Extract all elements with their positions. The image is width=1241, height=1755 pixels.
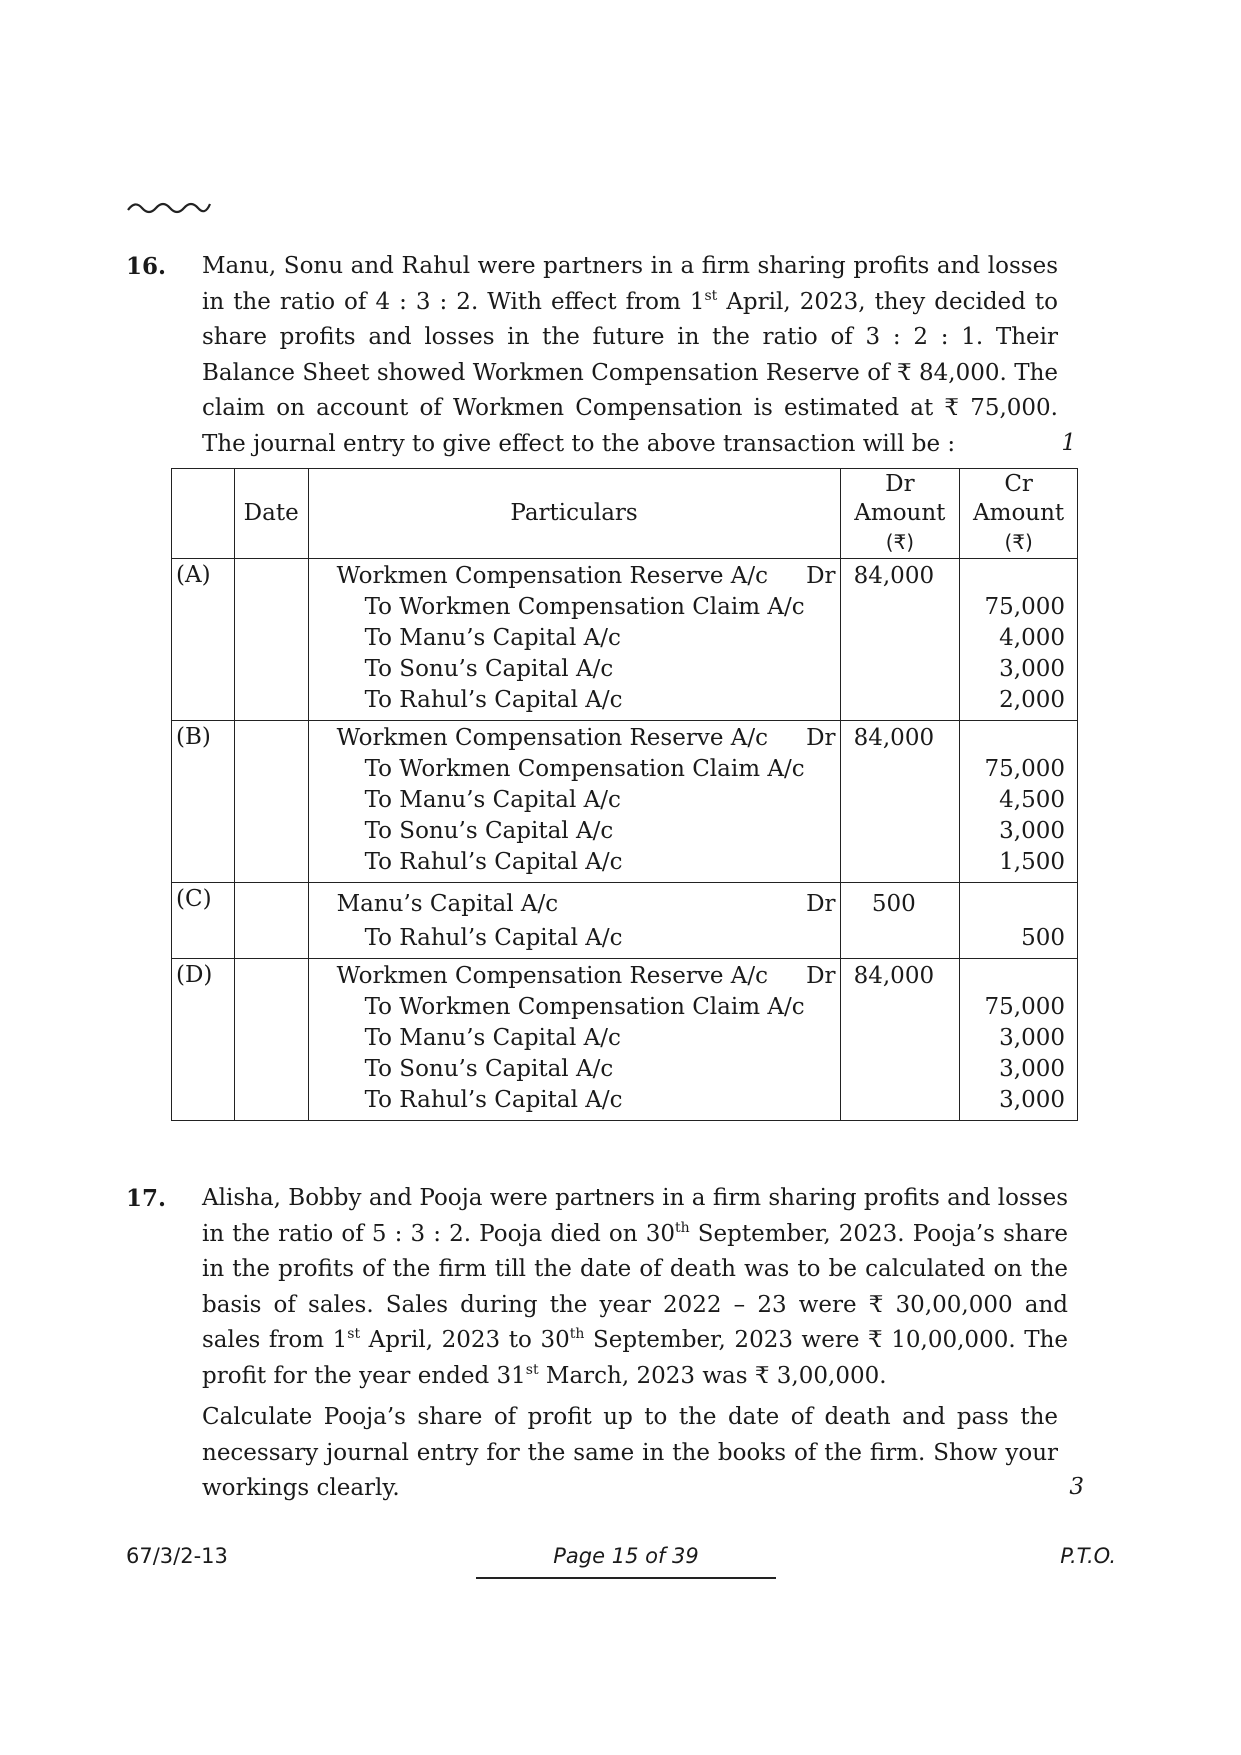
question-text: Manu, Sonu and Rahul were partners in a firm sharing profits and losses in the ratio of 4 : 3 : 2. With effect from 1st April, 2023, they decided to share profits and losses in the future in the ratio of 3 : 2 : 1. Their Balance Sheet showed Workmen Compensation Reserve of ₹ 84,000. The claim on account of Workmen Compensation is estimated at ₹ 75,000. The journal entry to give effect to the above transaction will be : <box>202 253 1058 457</box>
option-b-row <box>172 721 1078 883</box>
particulars-cell: Workmen Compensation Reserve A/c Dr To Workmen Compensation Claim A/c To Manu’s Capital A/c To Sonu’s Capital A/c To Rahul’s Capital A/c <box>308 959 840 1121</box>
table-header-row <box>172 469 1078 559</box>
particulars-column-header: Particulars <box>308 469 840 559</box>
particulars-cell: Workmen Compensation Reserve A/c Dr To Workmen Compensation Claim A/c To Manu’s Capital A/c To Sonu’s Capital A/c To Rahul’s Capital A/c <box>308 721 840 883</box>
date-cell <box>234 959 308 1121</box>
option-label: (D) <box>172 959 235 1121</box>
journal-options-table <box>171 468 1078 1121</box>
option-label: (A) <box>172 559 235 721</box>
page-number-underline <box>476 1577 776 1579</box>
paper-code: 67/3/2-13 <box>126 1544 228 1568</box>
dr-amount-cell: 84,000 <box>840 959 960 1121</box>
question-number: 17. <box>126 1185 167 1212</box>
pto-label: P.T.O. <box>1060 1544 1116 1568</box>
option-label: (C) <box>172 883 235 959</box>
option-c-row <box>172 883 1078 959</box>
cr-amount-cell: 75,000 3,000 3,000 3,000 <box>960 959 1078 1121</box>
cr-amount-cell: 75,000 4,000 3,000 2,000 <box>960 559 1078 721</box>
option-a-row <box>172 559 1078 721</box>
cr-amount-cell: 75,000 4,500 3,000 1,500 <box>960 721 1078 883</box>
wave-mark-icon <box>126 198 212 216</box>
question-text <box>202 1181 1068 1507</box>
particulars-cell: Manu’s Capital A/c Dr To Rahul’s Capital A/c <box>308 883 840 959</box>
particulars-cell: Workmen Compensation Reserve A/c Dr To Workmen Compensation Claim A/c To Manu’s Capital A/c To Sonu’s Capital A/c To Rahul’s Capital A/c <box>308 559 840 721</box>
date-column-header: Date <box>234 469 308 559</box>
question-paragraph: Alisha, Bobby and Pooja were partners in a firm sharing profits and losses in the ratio of 5 : 3 : 2. Pooja died on 30th September, 2023. Pooja’s share in the profits of the firm till the date of death was to be calculated on the basis of sales. Sales during the year 2022 – 23 were ₹ 30,00,000 and sales from 1st April, 2023 to 30th September, 2023 were ₹ 10,00,000. The profit for the year ended 31st March, 2023 was ₹ 3,00,000. <box>202 1185 1069 1389</box>
date-cell <box>234 559 308 721</box>
question-17 <box>126 1181 1084 1501</box>
marks: 3 <box>1069 1474 1084 1500</box>
date-cell <box>234 721 308 883</box>
option-d-row <box>172 959 1078 1121</box>
date-cell <box>234 883 308 959</box>
question-number: 16. <box>126 253 167 280</box>
cr-amount-column-header: Cr Amount (₹) <box>960 469 1078 559</box>
marks: 1 <box>1061 430 1076 456</box>
dr-amount-cell: 84,000 <box>840 559 960 721</box>
dr-amount-cell: 500 <box>840 883 960 959</box>
option-column-header <box>172 469 235 559</box>
question-paragraph: Calculate Pooja’s share of profit up to the date of death and pass the necessary journal entry for the same in the books of the firm. Show your workings clearly. <box>202 1404 1058 1501</box>
question-16 <box>126 249 1076 459</box>
dr-amount-cell: 84,000 <box>840 721 960 883</box>
page-number: Page 15 of 39 <box>553 1544 699 1568</box>
dr-amount-column-header: Dr Amount (₹) <box>840 469 960 559</box>
option-label: (B) <box>172 721 235 883</box>
cr-amount-cell: 500 <box>960 883 1078 959</box>
